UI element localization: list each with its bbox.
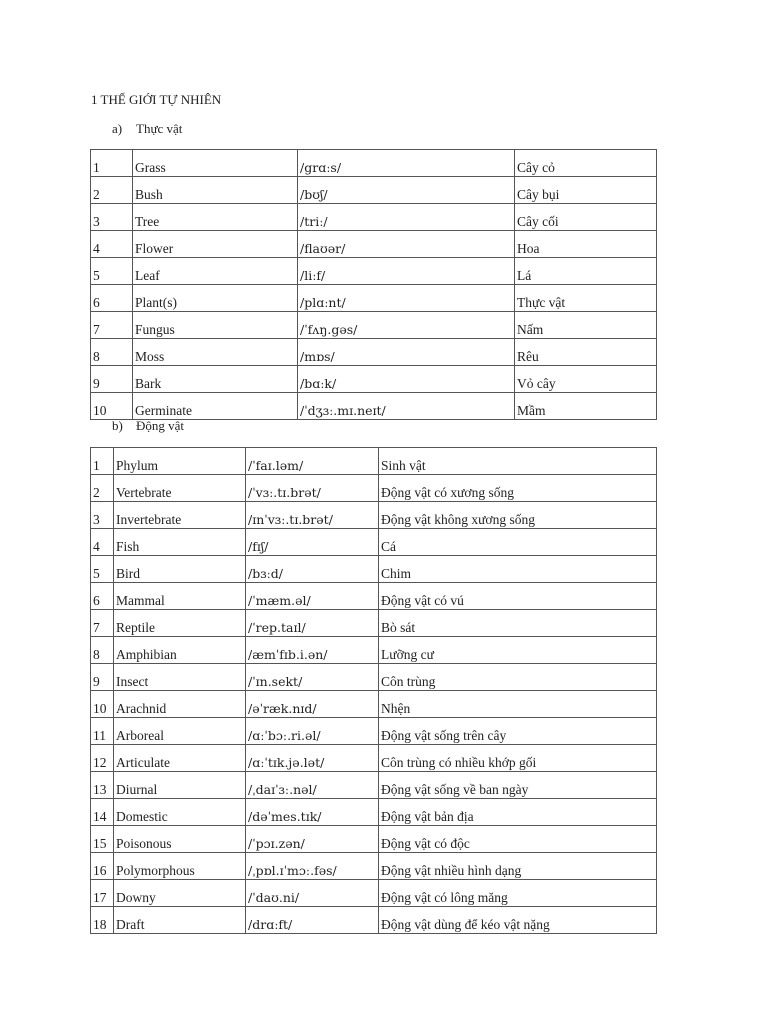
pronunciation-cell: /æmˈfɪb.i.ən/ xyxy=(246,637,379,664)
pronunciation-cell: /triː/ xyxy=(298,204,515,231)
row-number-cell: 7 xyxy=(91,312,133,339)
table-row xyxy=(91,231,657,258)
table-row xyxy=(91,691,657,718)
pronunciation-cell: /bɜːd/ xyxy=(246,556,379,583)
section-plants-title: Thực vật xyxy=(136,121,183,136)
english-word-cell: Grass xyxy=(133,150,298,177)
pronunciation-cell: /mɒs/ xyxy=(298,339,515,366)
vietnamese-meaning-cell: Bò sát xyxy=(379,610,657,637)
table-row xyxy=(91,448,657,475)
row-number-cell: 7 xyxy=(91,610,114,637)
english-word-cell: Reptile xyxy=(114,610,246,637)
table-row xyxy=(91,583,657,610)
row-number-cell: 11 xyxy=(91,718,114,745)
table-row xyxy=(91,150,657,177)
english-word-cell: Leaf xyxy=(133,258,298,285)
vietnamese-meaning-cell: Thực vật xyxy=(515,285,657,312)
english-word-cell: Invertebrate xyxy=(114,502,246,529)
english-word-cell: Articulate xyxy=(114,745,246,772)
row-number-cell: 16 xyxy=(91,853,114,880)
vietnamese-meaning-cell: Chim xyxy=(379,556,657,583)
vietnamese-meaning-cell: Cây cỏ xyxy=(515,150,657,177)
table-row xyxy=(91,799,657,826)
row-number-cell: 15 xyxy=(91,826,114,853)
english-word-cell: Poisonous xyxy=(114,826,246,853)
plants-vocabulary-table xyxy=(90,149,657,420)
table-row xyxy=(91,366,657,393)
pronunciation-cell: /ˈdaʊ.ni/ xyxy=(246,880,379,907)
english-word-cell: Downy xyxy=(114,880,246,907)
row-number-cell: 8 xyxy=(91,637,114,664)
english-word-cell: Polymorphous xyxy=(114,853,246,880)
table-row xyxy=(91,853,657,880)
pronunciation-cell: /ˈvɜː.tɪ.brət/ xyxy=(246,475,379,502)
english-word-cell: Fungus xyxy=(133,312,298,339)
pronunciation-cell: /ˈɪn.sekt/ xyxy=(246,664,379,691)
table-row xyxy=(91,393,657,420)
vietnamese-meaning-cell: Nhện xyxy=(379,691,657,718)
pronunciation-cell: /flaʊər/ xyxy=(298,231,515,258)
english-word-cell: Plant(s) xyxy=(133,285,298,312)
english-word-cell: Arachnid xyxy=(114,691,246,718)
vietnamese-meaning-cell: Vỏ cây xyxy=(515,366,657,393)
english-word-cell: Mammal xyxy=(114,583,246,610)
section-animals-letter: b) xyxy=(112,418,123,433)
english-word-cell: Bark xyxy=(133,366,298,393)
row-number-cell: 12 xyxy=(91,745,114,772)
english-word-cell: Moss xyxy=(133,339,298,366)
row-number-cell: 2 xyxy=(91,475,114,502)
vietnamese-meaning-cell: Cây bụi xyxy=(515,177,657,204)
pronunciation-cell: /ˈpɔɪ.zən/ xyxy=(246,826,379,853)
vietnamese-meaning-cell: Côn trùng xyxy=(379,664,657,691)
row-number-cell: 10 xyxy=(91,691,114,718)
pronunciation-cell: /dəˈmes.tɪk/ xyxy=(246,799,379,826)
section-plants-letter: a) xyxy=(112,121,123,136)
row-number-cell: 9 xyxy=(91,664,114,691)
table-row xyxy=(91,637,657,664)
english-word-cell: Amphibian xyxy=(114,637,246,664)
vietnamese-meaning-cell: Sinh vật xyxy=(379,448,657,475)
table-row xyxy=(91,907,657,934)
row-number-cell: 5 xyxy=(91,556,114,583)
vietnamese-meaning-cell: Động vật dùng để kéo vật nặng xyxy=(379,907,657,934)
vietnamese-meaning-cell: Động vật có lông măng xyxy=(379,880,657,907)
vietnamese-meaning-cell: Cây cối xyxy=(515,204,657,231)
vietnamese-meaning-cell: Lưỡng cư xyxy=(379,637,657,664)
animals-vocabulary-table xyxy=(90,447,657,934)
vietnamese-meaning-cell: Động vật có xương sống xyxy=(379,475,657,502)
row-number-cell: 8 xyxy=(91,339,133,366)
pronunciation-cell: /ˈdʒɜː.mɪ.neɪt/ xyxy=(298,393,515,420)
english-word-cell: Domestic xyxy=(114,799,246,826)
row-number-cell: 18 xyxy=(91,907,114,934)
row-number-cell: 13 xyxy=(91,772,114,799)
vietnamese-meaning-cell: Rêu xyxy=(515,339,657,366)
english-word-cell: Diurnal xyxy=(114,772,246,799)
english-word-cell: Arboreal xyxy=(114,718,246,745)
pronunciation-cell: /drɑːft/ xyxy=(246,907,379,934)
table-row xyxy=(91,204,657,231)
pronunciation-cell: /əˈræk.nɪd/ xyxy=(246,691,379,718)
vietnamese-meaning-cell: Động vật có vú xyxy=(379,583,657,610)
pronunciation-cell: /ˈmæm.əl/ xyxy=(246,583,379,610)
table-row xyxy=(91,502,657,529)
english-word-cell: Tree xyxy=(133,204,298,231)
table-row xyxy=(91,718,657,745)
pronunciation-cell: /ɪnˈvɜː.tɪ.brət/ xyxy=(246,502,379,529)
section-plants-heading xyxy=(112,121,182,137)
table-row xyxy=(91,339,657,366)
section-animals-title: Động vật xyxy=(136,418,185,433)
vietnamese-meaning-cell: Động vật không xương sống xyxy=(379,502,657,529)
row-number-cell: 4 xyxy=(91,231,133,258)
pronunciation-cell: /plɑːnt/ xyxy=(298,285,515,312)
row-number-cell: 2 xyxy=(91,177,133,204)
vietnamese-meaning-cell: Động vật nhiều hình dạng xyxy=(379,853,657,880)
vietnamese-meaning-cell: Côn trùng có nhiều khớp gối xyxy=(379,745,657,772)
vietnamese-meaning-cell: Động vật sống về ban ngày xyxy=(379,772,657,799)
row-number-cell: 1 xyxy=(91,448,114,475)
table-row xyxy=(91,177,657,204)
vietnamese-meaning-cell: Hoa xyxy=(515,231,657,258)
table-row xyxy=(91,610,657,637)
row-number-cell: 14 xyxy=(91,799,114,826)
pronunciation-cell: /grɑːs/ xyxy=(298,150,515,177)
table-row xyxy=(91,772,657,799)
section-animals-heading xyxy=(112,418,184,434)
pronunciation-cell: /ˌdaɪˈɜː.nəl/ xyxy=(246,772,379,799)
vietnamese-meaning-cell: Nấm xyxy=(515,312,657,339)
table-row xyxy=(91,529,657,556)
pronunciation-cell: /bɑːk/ xyxy=(298,366,515,393)
vietnamese-meaning-cell: Mầm xyxy=(515,393,657,420)
row-number-cell: 9 xyxy=(91,366,133,393)
pronunciation-cell: /ˈfaɪ.ləm/ xyxy=(246,448,379,475)
vietnamese-meaning-cell: Động vật bản địa xyxy=(379,799,657,826)
table-row xyxy=(91,745,657,772)
document-heading: 1 THẾ GIỚI TỰ NHIÊN xyxy=(91,92,222,107)
english-word-cell: Insect xyxy=(114,664,246,691)
english-word-cell: Draft xyxy=(114,907,246,934)
pronunciation-cell: /ˌpɒl.ɪˈmɔː.fəs/ xyxy=(246,853,379,880)
row-number-cell: 10 xyxy=(91,393,133,420)
vietnamese-meaning-cell: Động vật sống trên cây xyxy=(379,718,657,745)
vietnamese-meaning-cell: Động vật có độc xyxy=(379,826,657,853)
row-number-cell: 3 xyxy=(91,502,114,529)
english-word-cell: Vertebrate xyxy=(114,475,246,502)
table-row xyxy=(91,258,657,285)
table-row xyxy=(91,475,657,502)
row-number-cell: 6 xyxy=(91,285,133,312)
plants-table-body xyxy=(91,150,657,420)
english-word-cell: Bird xyxy=(114,556,246,583)
row-number-cell: 5 xyxy=(91,258,133,285)
pronunciation-cell: /ˈrep.taɪl/ xyxy=(246,610,379,637)
pronunciation-cell: /ɑːˈtɪk.jə.lət/ xyxy=(246,745,379,772)
row-number-cell: 1 xyxy=(91,150,133,177)
table-row xyxy=(91,556,657,583)
table-row xyxy=(91,312,657,339)
pronunciation-cell: /bʊʃ/ xyxy=(298,177,515,204)
row-number-cell: 4 xyxy=(91,529,114,556)
row-number-cell: 6 xyxy=(91,583,114,610)
table-row xyxy=(91,880,657,907)
animals-table-body xyxy=(91,448,657,934)
pronunciation-cell: /ɑːˈbɔː.ri.əl/ xyxy=(246,718,379,745)
pronunciation-cell: /fɪʃ/ xyxy=(246,529,379,556)
english-word-cell: Fish xyxy=(114,529,246,556)
english-word-cell: Germinate xyxy=(133,393,298,420)
table-row xyxy=(91,285,657,312)
vietnamese-meaning-cell: Lá xyxy=(515,258,657,285)
row-number-cell: 3 xyxy=(91,204,133,231)
row-number-cell: 17 xyxy=(91,880,114,907)
english-word-cell: Phylum xyxy=(114,448,246,475)
english-word-cell: Bush xyxy=(133,177,298,204)
english-word-cell: Flower xyxy=(133,231,298,258)
vietnamese-meaning-cell: Cá xyxy=(379,529,657,556)
table-row xyxy=(91,826,657,853)
pronunciation-cell: /ˈfʌŋ.gəs/ xyxy=(298,312,515,339)
pronunciation-cell: /liːf/ xyxy=(298,258,515,285)
table-row xyxy=(91,664,657,691)
